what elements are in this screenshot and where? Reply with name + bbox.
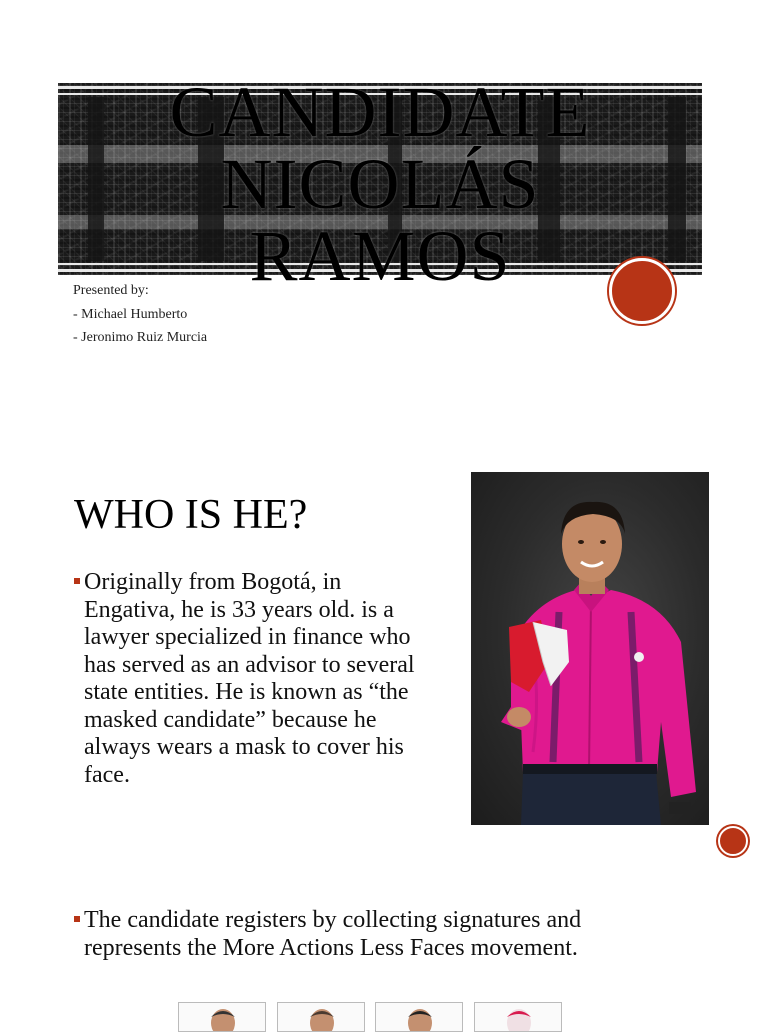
candidate-photo	[471, 472, 709, 825]
title-line: CANDIDATE	[169, 72, 591, 152]
decorative-circle-icon	[718, 826, 748, 856]
section-heading: WHO IS HE?	[74, 492, 308, 538]
bullet-item	[74, 569, 419, 789]
title-line: RAMOS	[249, 216, 511, 296]
bullet-item	[74, 907, 674, 962]
presenter-name: - Michael Humberto	[73, 306, 188, 322]
bullet-square-icon	[74, 578, 80, 584]
bullet-text: Originally from Bogotá, in Engativa, he is 33 years old. is a lawyer specialized in finance who has served as an advisor to several state entities. He is known as “the masked candidate” because he always wears a mask to cover his face.	[84, 569, 415, 788]
candidate-thumbnail	[277, 1002, 365, 1032]
presented-by-label: Presented by:	[73, 283, 149, 298]
bullet-text: The candidate registers by collecting signatures and represents the More Actions Less Faces movement.	[84, 907, 582, 961]
candidate-thumbnail	[375, 1002, 463, 1032]
presenter-name: - Jeronimo Ruiz Murcia	[73, 330, 208, 345]
main-title	[58, 72, 702, 296]
candidate-thumbnail	[474, 1002, 562, 1032]
presenters-block	[73, 279, 207, 350]
candidate-thumbnail	[178, 1002, 266, 1032]
title-line: NICOLÁS	[220, 144, 540, 224]
bullet-square-icon	[74, 916, 80, 922]
decorative-circle-icon	[609, 258, 675, 324]
